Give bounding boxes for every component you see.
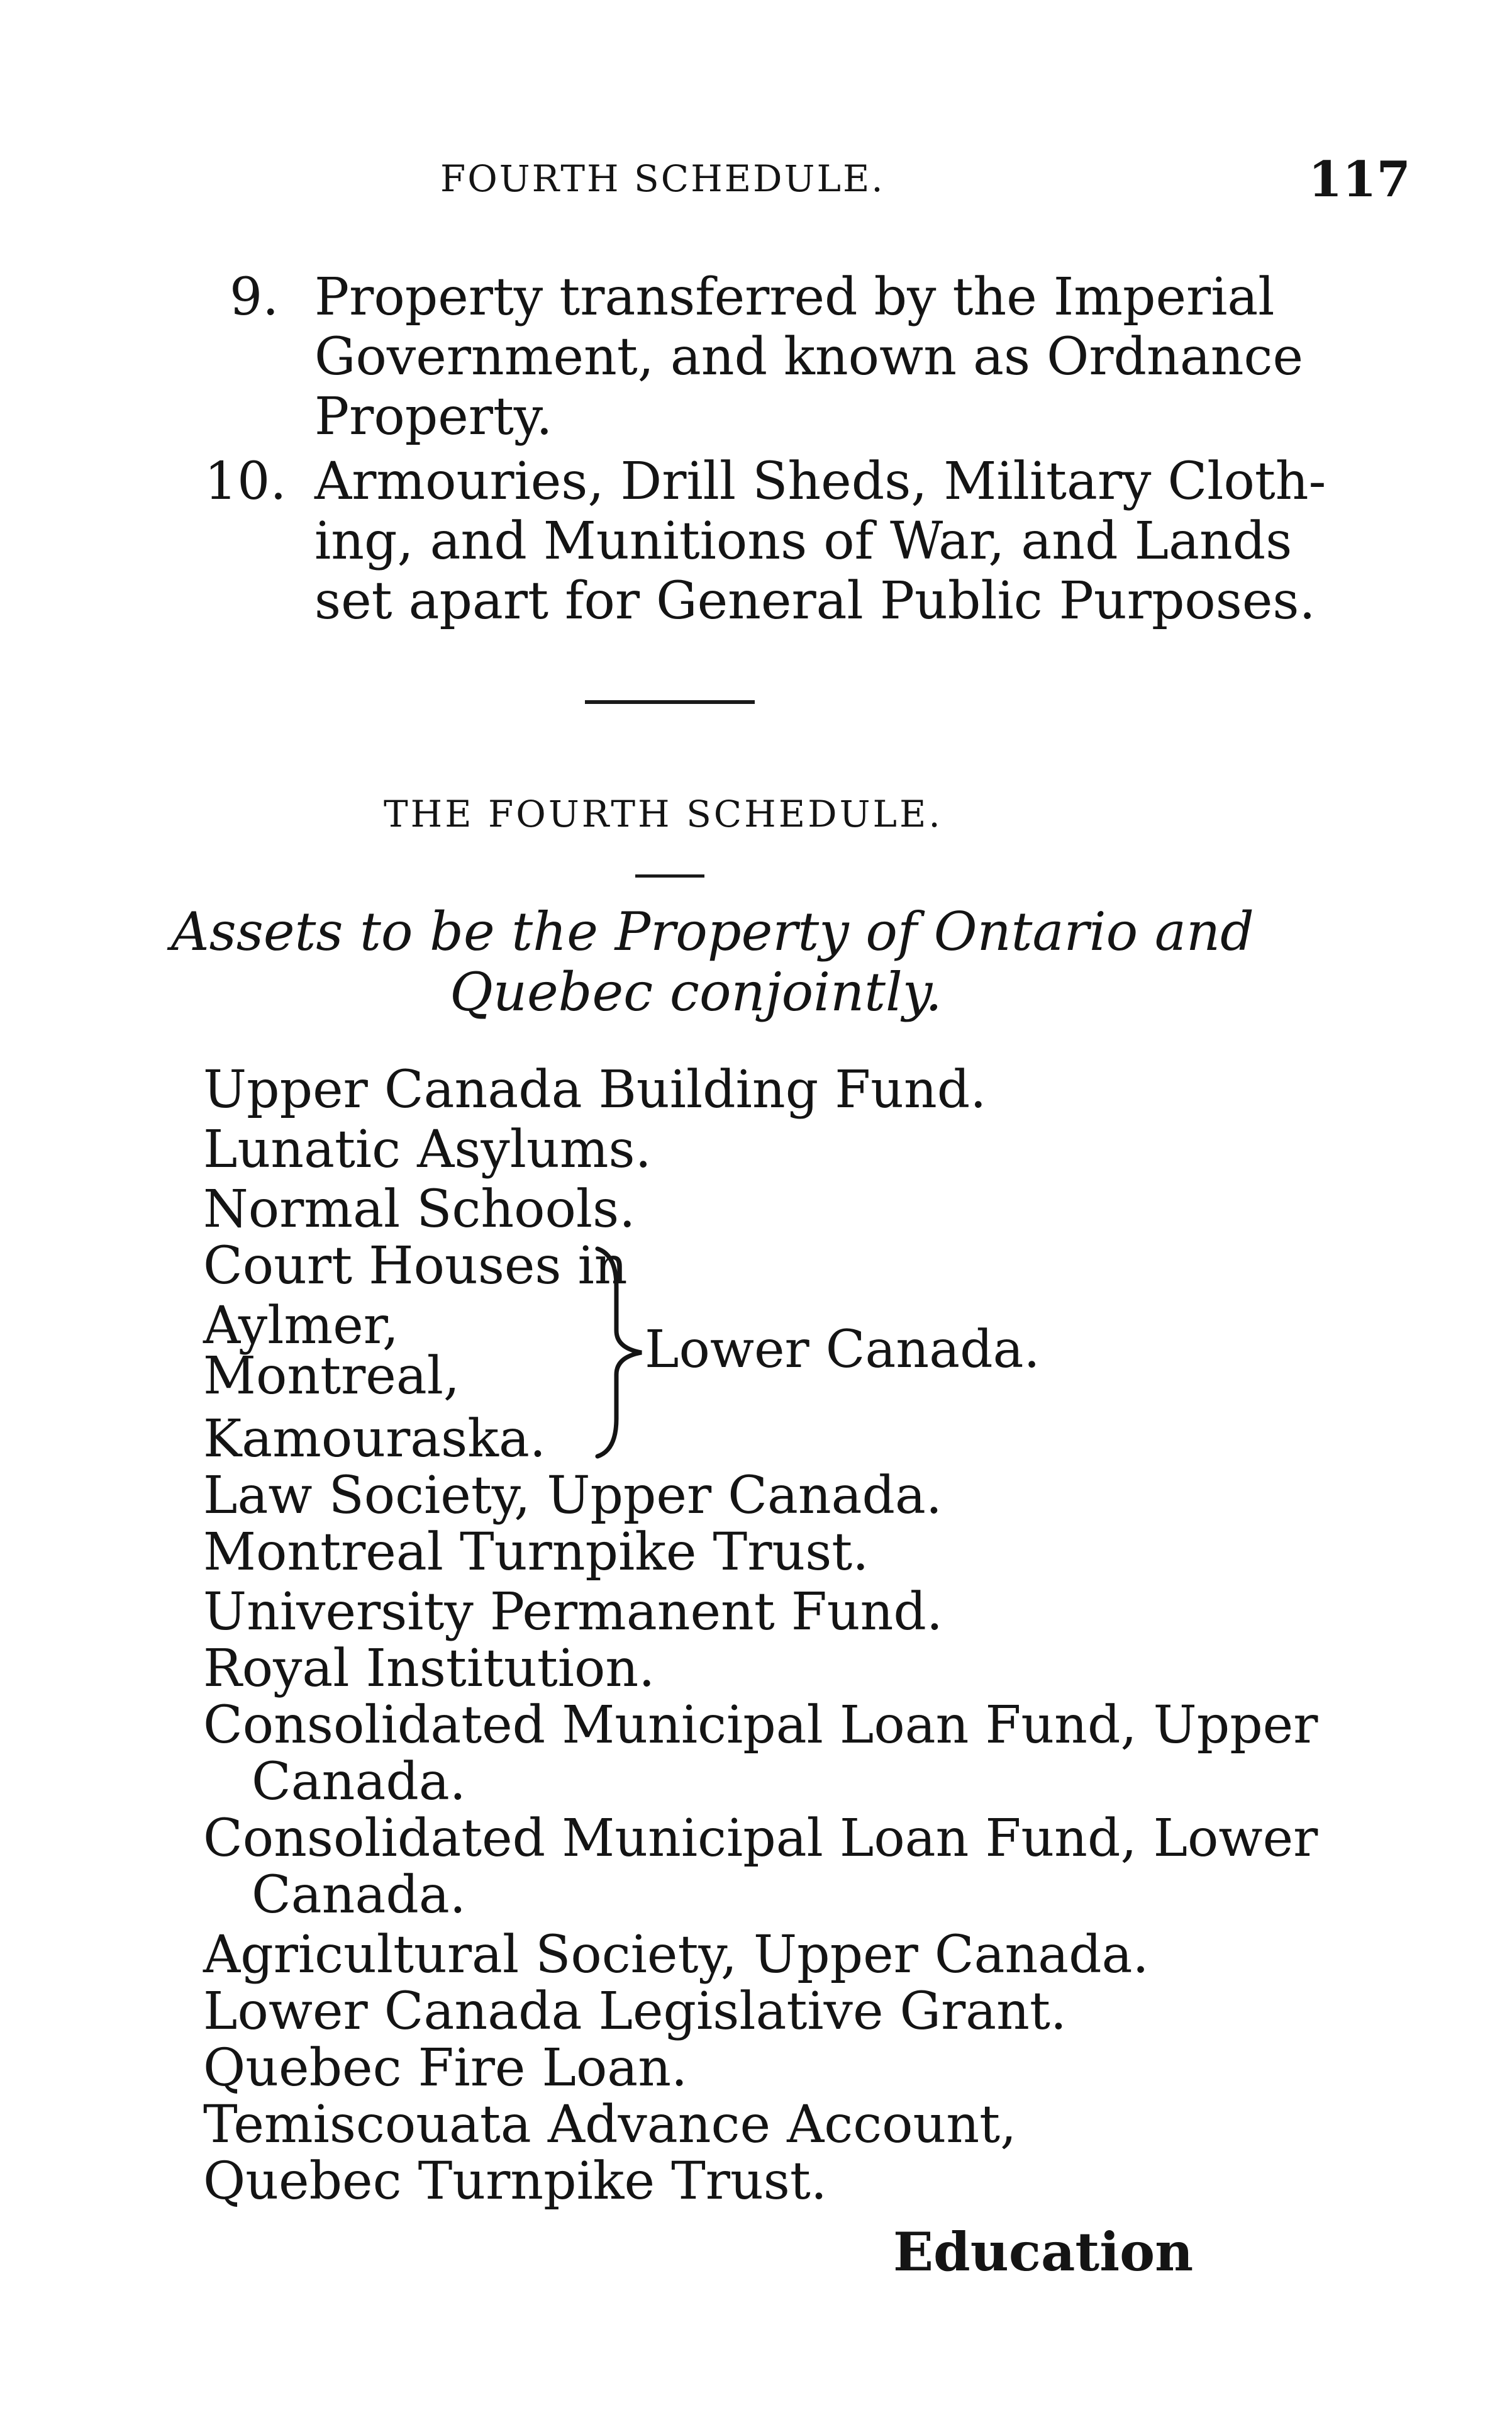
asset-item: Quebec Fire Loan. [203,2038,688,2098]
item-line: set apart for General Public Purposes. [314,571,1316,631]
asset-item: Law Society, Upper Canada. [203,1466,942,1526]
heading-rule [635,874,704,878]
asset-item-continuation: Canada. [252,1752,466,1812]
court-houses-line: Aylmer, [203,1296,399,1356]
asset-item: Agricultural Society, Upper Canada. [203,1925,1149,1985]
running-head: FOURTH SCHEDULE. [440,157,885,200]
asset-item: Consolidated Municipal Loan Fund, Lower [203,1809,1318,1868]
asset-item: Lower Canada Legislative Grant. [203,1982,1067,2041]
asset-item: Upper Canada Building Fund. [203,1060,987,1120]
court-houses-line: Montreal, [203,1346,460,1406]
asset-item: Consolidated Municipal Loan Fund, Upper [203,1695,1318,1755]
section-divider [585,700,755,704]
item-line: Government, and known as Ordnance [314,327,1304,387]
schedule-subtitle-line: Assets to be the Property of Ontario and [171,901,1254,963]
court-houses-line: Kamouraska. [203,1409,546,1469]
catchword: Education [893,2221,1194,2283]
right-brace-icon [579,1236,654,1469]
schedule-subtitle-line: Quebec conjointly. [450,961,942,1023]
brace-label: Lower Canada. [645,1320,1040,1380]
asset-item: Royal Institution. [203,1639,655,1699]
asset-item: Normal Schools. [203,1180,636,1239]
item-line: Property. [314,387,553,447]
court-houses-line: Court Houses in [203,1236,628,1296]
asset-item: Montreal Turnpike Trust. [203,1522,869,1582]
item-line: ing, and Munitions of War, and Lands [314,511,1292,571]
asset-item: Quebec Turnpike Trust. [203,2151,827,2211]
schedule-heading: THE FOURTH SCHEDULE. [384,793,943,835]
item-number: 9. [230,267,279,327]
asset-item: Temiscouata Advance Account, [203,2095,1017,2155]
asset-item: Lunatic Asylums. [203,1120,652,1180]
item-line: Property transferred by the Imperial [314,267,1275,327]
asset-item-continuation: Canada. [252,1865,466,1925]
asset-item: University Permanent Fund. [203,1582,943,1642]
page-number: 117 [1308,151,1411,208]
item-number: 10. [204,452,287,511]
item-line: Armouries, Drill Sheds, Military Cloth- [314,452,1326,511]
